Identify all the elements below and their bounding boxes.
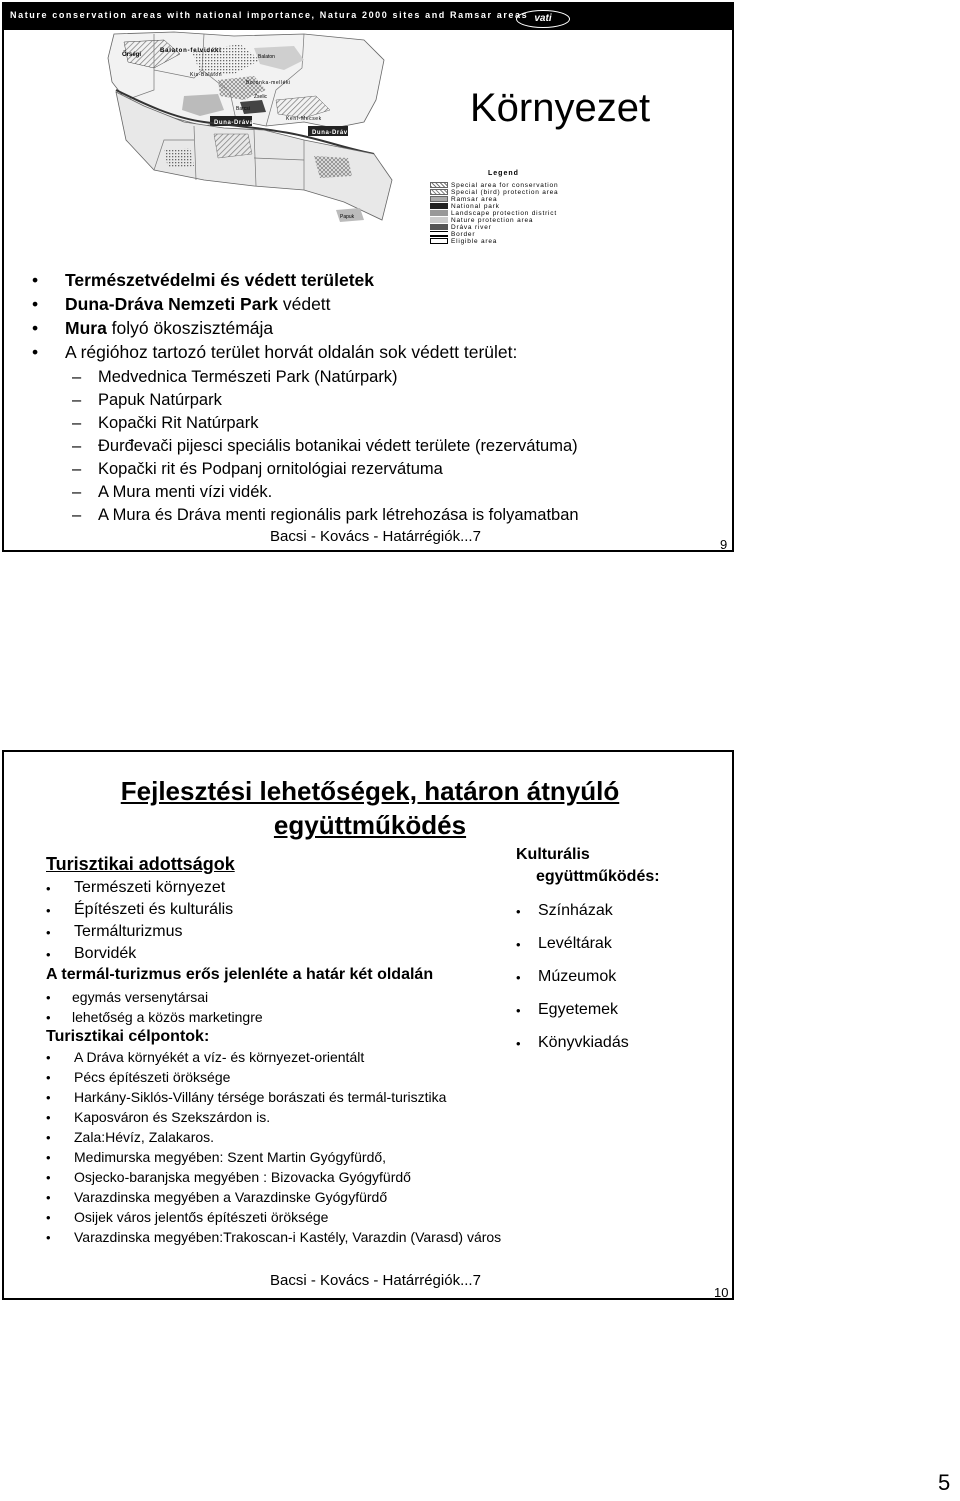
map-label-zselic: Zselic xyxy=(254,94,268,100)
list-item: Zala:Hévíz, Zalakaros. xyxy=(74,1129,215,1145)
region-map xyxy=(4,30,434,230)
legend-item: Special area for conservation xyxy=(430,182,558,189)
slide-footer: Bacsi - Kovács - Határrégiók...7 xyxy=(270,528,481,545)
legend-swatch xyxy=(430,210,448,216)
list-item: egymás versenytársai xyxy=(72,989,209,1005)
legend-item: Eligible area xyxy=(430,238,497,245)
slide-footer: Bacsi - Kovács - Határrégiók...7 xyxy=(270,1272,481,1289)
list-item: Természeti környezet xyxy=(74,879,226,896)
slide-number: 9 xyxy=(720,537,728,552)
list-item: Színházak xyxy=(538,902,613,919)
legend-swatch xyxy=(430,196,448,202)
legend-swatch xyxy=(430,224,448,230)
list-item: Medimurska megyében: Szent Martin Gyógyfürdő, xyxy=(74,1149,387,1165)
map-label-keni-mecsek: Kení-Mecsek xyxy=(286,116,322,122)
list-item: Varazdinska megyében a Varazdinske Gyógyfürdő xyxy=(74,1189,388,1205)
list-item: lehetőség a közös marketingre xyxy=(72,1009,263,1025)
list-item: Osjecko-baranjska megyében : Bizovacka Gyógyfürdő xyxy=(74,1169,411,1185)
slide-title: Fejlesztési lehetőségek, határon átnyúló együttműködés xyxy=(120,776,620,840)
legend-swatch xyxy=(430,238,448,244)
slide-number: 10 xyxy=(714,1285,729,1300)
section-heading: Turisztikai adottságok xyxy=(46,854,235,874)
section-heading: Turisztikai célpontok: xyxy=(46,1028,210,1045)
map-label-duna-drava-1: Duna-Dráva xyxy=(214,120,254,126)
legend-swatch xyxy=(430,189,448,195)
sheet-page-number: 5 xyxy=(938,1470,951,1495)
list-item: Termálturizmus xyxy=(74,923,183,940)
legend-item: Ramsar area xyxy=(430,196,497,203)
list-item: Kaposváron és Szekszárdon is. xyxy=(74,1109,271,1125)
vati-logo: vati xyxy=(516,10,570,28)
map-header-title: Nature conservation areas with national importance, Natura 2000 sites and Ramsar areas xyxy=(10,10,529,20)
map-label-balaton-felvideki: Balaton-felvidéki xyxy=(160,48,222,54)
legend-item: Dráva river xyxy=(430,224,492,231)
slide-10: Fejlesztési lehetőségek, határon átnyúló együttműködés Turisztikai adottságok • Természeti környezet • Építészeti és kulturális • Termálturizmus • Borvidék A termál-turizmus erős jelenléte a határ két oldalán • egymás versenytársai • lehetőség a közös marketingre Turisztikai célpontok: • A Dráva környékét a víz- és környezet-orientált • Pécs építészeti öröksége • Harkány-Siklós-Villány térsége borászati és termál-turisztika • Kaposváron és Szekszárdon is. • Zala:Hévíz, Zalakaros. • Medimurska megyében: Szent Martin Gyógyfürdő, • Osjecko-baranjska megyében : Bizovacka Gyógyfürdő • Varazdinska megyében a Varazdinske Gyógyfürdő • Osijek város jelentős építészeti öröksége • Varazdinska megyében:Trakoscan-i Kastély, Varazdin (Varasd) város Kulturális együttműködés: • Színházak • Levéltárak • Múzeumok • Egyetemek • Könyvkiadás Bacsi - Kovács - Határrégiók...7 10 xyxy=(2,750,734,1300)
list-item: Varazdinska megyében:Trakoscan-i Kastély, Varazdin (Varasd) város xyxy=(74,1229,502,1245)
map-label-duna-drava-2: Duna-Dráva xyxy=(312,130,352,136)
list-item: Múzeumok xyxy=(538,968,617,985)
legend-item: Border xyxy=(430,231,475,238)
slide-title: Környezet xyxy=(470,86,651,130)
legend-item: Landscape protection district xyxy=(430,210,557,217)
list-item: Pécs építészeti öröksége xyxy=(74,1069,231,1085)
legend-item: National park xyxy=(430,203,500,210)
map-legend xyxy=(428,170,572,248)
list-item: Könyvkiadás xyxy=(538,1034,629,1051)
map-label-barcsi: Barcsi xyxy=(236,106,250,112)
map-header-bar xyxy=(4,4,732,30)
legend-swatch xyxy=(430,217,448,223)
list-item: Harkány-Siklós-Villány térsége borászati és termál-turisztika xyxy=(74,1089,447,1105)
legend-item: Special (bird) protection area xyxy=(430,189,558,196)
list-item: Osijek város jelentős építészeti öröksége xyxy=(74,1209,329,1225)
map-label-boronka: Boronka-melléki xyxy=(246,80,291,86)
list-item: A Dráva környékét a víz- és környezet-orientált xyxy=(74,1049,365,1065)
map-label-orsegi: Őrségi xyxy=(122,52,142,58)
legend-swatch xyxy=(430,182,448,188)
right-heading: Kulturális xyxy=(516,846,590,863)
list-item: Borvidék xyxy=(74,945,137,962)
legend-swatch xyxy=(430,203,448,209)
right-heading: együttműködés: xyxy=(536,868,660,885)
list-item: Levéltárak xyxy=(538,935,612,952)
list-item: Építészeti és kulturális xyxy=(74,901,234,918)
slide-9: Nature conservation areas with national importance, Natura 2000 sites and Ramsar areas vati Őrségi Balaton-felvidéki Balaton Kis-Balaton Boronka-melléki Zselic Barcsi Duna-Dráva Kení-Mecsek Duna-Dráva Papuk Környezet Legend Special area for conservation Special (bird) protection area Ramsar area National park Landscape protection district Nature protection area Dráva river Border Eligible area • Természetvédelmi és védett területek • Duna-Dráva Nemzeti Park védett • Mura folyó ökoszisztémája • A régióhoz tartozó terület horvát oldalán sok védett terület: – Medvednica Természeti Park (Natúrpark) – Papuk Natúrpark – Kopački Rit Natúrpark – Đurđevači pijesci speciális botanikai védett területe (rezervátuma) – Kopački rit és Podpanj ornitológiai rezervátuma – A Mura menti vízi vidék. – A Mura és Dráva menti regionális park létrehozása is folyamatban Bacsi - Kovács - Határrégiók...7 9 xyxy=(2,2,734,552)
legend-item: Nature protection area xyxy=(430,217,533,224)
legend-swatch xyxy=(430,231,448,237)
legend-title: Legend xyxy=(488,170,519,177)
map-label-kis-balaton: Kis-Balaton xyxy=(190,72,223,78)
map-label-papuk: Papuk xyxy=(340,214,355,220)
map-label-balaton: Balaton xyxy=(258,54,275,60)
section-heading: A termál-turizmus erős jelenléte a határ két oldalán xyxy=(46,966,434,983)
list-item: Egyetemek xyxy=(538,1001,619,1018)
